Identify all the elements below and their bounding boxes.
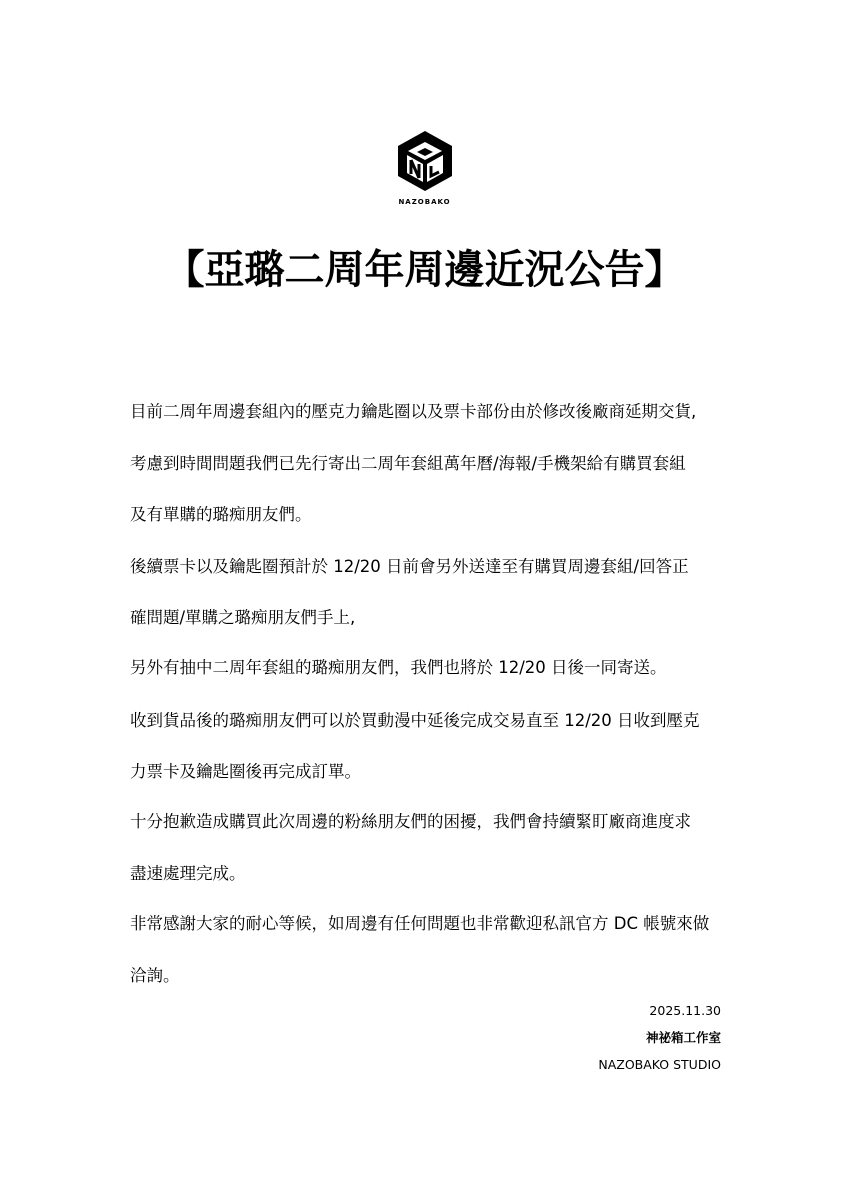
body-line: 盡速處理完成。 — [130, 864, 246, 883]
page-title: 【亞璐二周年周邊近況公告】 — [164, 247, 685, 293]
body-line: 及有單購的璐痴朋友們。 — [130, 505, 312, 524]
body-line: 十分抱歉造成購買此次周邊的粉絲朋友們的困擾，我們會持續緊盯廠商進度求 — [130, 812, 691, 831]
body-line: 確問題/單購之璐痴朋友們手上, — [130, 608, 356, 627]
signature-date: 2025.11.30 — [649, 1003, 721, 1018]
body-line: 目前二周年周邊套組內的壓克力鑰匙圈以及票卡部份由於修改後廠商延期交貨, — [130, 402, 697, 421]
body-line: 後續票卡以及鑰匙圈預計於 12/20 日前會另外送達至有購買周邊套組/回答正 — [130, 557, 689, 576]
body-line: 力票卡及鑰匙圈後再完成訂單。 — [130, 762, 361, 781]
nazobako-cube-logo-icon — [392, 128, 458, 194]
logo — [0, 128, 849, 206]
body-line: 洽詢。 — [130, 966, 180, 985]
body-line: 另外有抽中二周年套組的璐痴朋友們，我們也將於 12/20 日後一同寄送。 — [130, 658, 667, 677]
logo-text: NAZOBAKO — [398, 198, 451, 206]
signature-studio-en: NAZOBAKO STUDIO — [598, 1057, 721, 1072]
body-line: 考慮到時間問題我們已先行寄出二周年套組萬年曆/海報/手機架給有購買套組 — [130, 454, 686, 473]
signature-studio-zh: 神祕箱工作室 — [645, 1030, 721, 1045]
body-line: 非常感謝大家的耐心等候，如周邊有任何問題也非常歡迎私訊官方 DC 帳號來做 — [130, 914, 710, 933]
body-line: 收到貨品後的璐痴朋友們可以於買動漫中延後完成交易直至 12/20 日收到壓克 — [130, 711, 700, 730]
